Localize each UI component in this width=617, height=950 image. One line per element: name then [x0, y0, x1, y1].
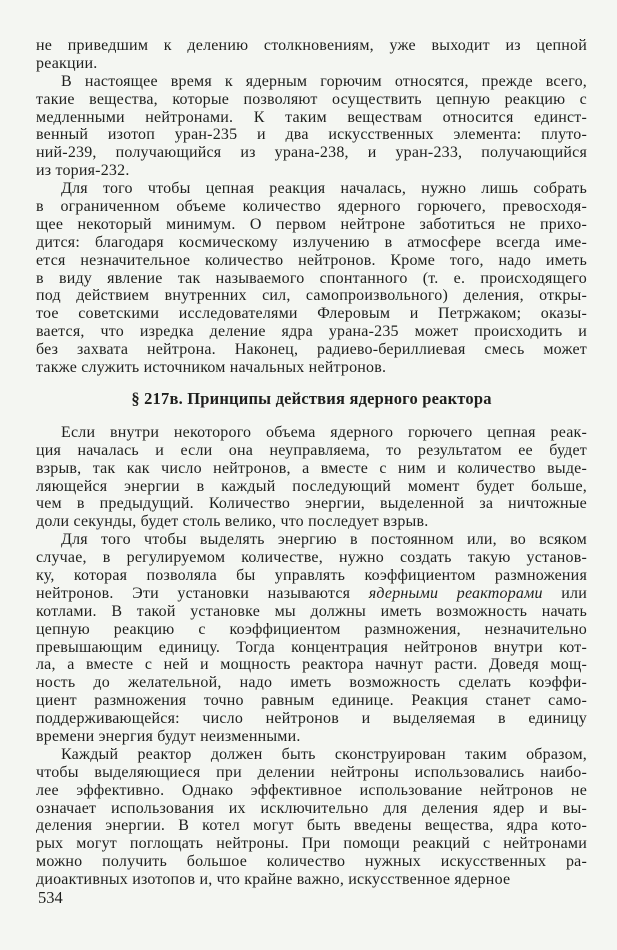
text-line: дится: благодаря космическому излучению в атмосфере всегда име-: [36, 233, 587, 251]
text-line: случае, в регулируемом количестве, нужно создать такую установ-: [36, 549, 587, 567]
text-line: превышающим единицу. Тогда концентрация нейтронов внутри кот-: [36, 638, 587, 656]
text-line: Если внутри некоторого объема ядерного горючего цепная реак-: [61, 423, 587, 441]
text-line: такие вещества, которые позволяют осуществить цепную реакцию с: [36, 90, 587, 108]
text-line: ку, которая позволяла бы управлять коэффициентом размножения: [36, 566, 587, 584]
paragraph: [36, 73, 587, 180]
text-line: ний-239, получающийся из урана-238, и уран-233, получающийся: [36, 144, 587, 162]
text-line: тое советскими исследователями Флеровым и Петржаком; оказы-: [36, 305, 587, 323]
text-line: времени энергия будут неизменными.: [36, 727, 301, 745]
text-line: деления энергии. В котел могут быть введены вещества, ядра кото-: [36, 817, 587, 835]
text-line: можно получить большое количество нужных искусственных ра-: [36, 853, 587, 871]
text-line: вается, что изредка деление ядра урана-235 может происходить и: [36, 323, 587, 341]
text-line: реакции.: [36, 54, 98, 72]
paragraph: [36, 37, 587, 73]
text-line: чем в предыдущий. Количество энергии, выделенной за ничтожные: [36, 495, 587, 513]
text-line: не приведшим к делению столкновениям, уже выходит из цепной: [36, 37, 587, 54]
text-line: под действием внутренних сил, самопроизвольного) деления, откры-: [36, 287, 587, 305]
text-column: [36, 37, 587, 889]
text-line: также служить источником начальных нейтронов.: [36, 359, 387, 377]
text-line: цепную реакцию с коэффициентом размножения, незначительно: [36, 620, 587, 638]
text-line: ляющейся энергии в каждый последующий момент будет больше,: [36, 477, 587, 495]
text-line: медленными нейтронами. К таким веществам относится единст-: [36, 108, 587, 126]
text-line: означает использования их исключительно для деления ядер и вы-: [36, 799, 587, 817]
text-line: в виду явление так называемого спонтанного (т. е. происходящего: [36, 269, 587, 287]
text-line: циент размножения точно равным единице. Реакция станет само-: [36, 692, 587, 710]
page-number: 534: [38, 888, 63, 907]
text-line: взрыв, так как число нейтронов, а вместе с ним и количество выде-: [36, 459, 587, 477]
text-line: доли секунды, будет столь велико, что последует взрыв.: [36, 513, 429, 531]
text-line: ность до желательной, надо иметь возможность сделать коэффи-: [36, 674, 587, 692]
text-line: чтобы выделяющиеся при делении нейтроны использовались наибо-: [36, 763, 587, 781]
text-line: венный изотоп уран-235 и два искусственных элемента: плуто-: [36, 126, 587, 144]
text-line: Для того чтобы цепная реакция началась, нужно лишь собрать: [61, 180, 587, 198]
section-heading: § 217в. Принципы действия ядерного реактора: [131, 388, 492, 408]
text-line: Для того чтобы выделять энергию в постоянном или, во всяком: [61, 531, 587, 549]
paragraph: [36, 424, 587, 531]
text-line: ция началась и если она неуправляема, то результатом ее будет: [36, 441, 587, 459]
text-line: диоактивных изотопов и, что крайне важно, искусственное ядерное: [36, 871, 511, 889]
text-line: рых могут поглощать нейтроны. При помощи реакций с нейтронами: [36, 835, 587, 853]
paragraph: [36, 746, 587, 889]
text-line: поддерживающейся: число нейтронов и выделяемая в единицу: [36, 710, 587, 728]
text-line: лее эффективно. Однако эффективное использование нейтронов не: [36, 781, 587, 799]
text-line: ла, а вместе с ней и мощность реактора начнут расти. Доведя мощ-: [36, 656, 587, 674]
text-line: В настоящее время к ядерным горючим относятся, прежде всего,: [61, 72, 587, 90]
text-line: Каждый реактор должен быть сконструирован таким образом,: [61, 745, 587, 763]
paragraph: [36, 531, 587, 746]
text-line: в ограниченном объеме количество ядерного горючего, превосходя-: [36, 198, 587, 216]
text-line: ется незначительное количество нейтронов. Кроме того, надо иметь: [36, 251, 587, 269]
text-line: нейтронов. Эти установки называются ядерными реакторами или: [36, 584, 587, 602]
text-line: щее некоторый минимум. О первом нейтроне заботиться не прихо-: [36, 215, 587, 233]
paragraph: [36, 180, 587, 377]
italic-term: ядерными реакторами: [368, 584, 543, 602]
text-line: из тория-232.: [36, 162, 130, 180]
text-line: котлами. В такой установке мы должны иметь возможность начать: [36, 602, 587, 620]
text-line: без захвата нейтрона. Наконец, радиево-бериллиевая смесь может: [36, 341, 587, 359]
